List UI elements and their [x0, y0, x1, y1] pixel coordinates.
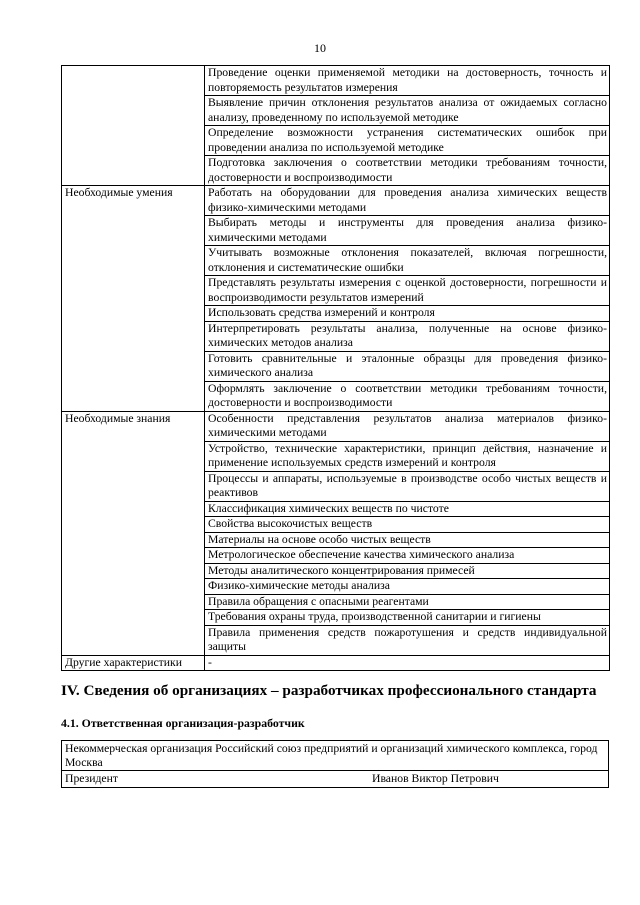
table-cell: Оформлять заключение о соответствии методики требованиям точности, достоверности и воспроизводимости	[205, 381, 610, 411]
table-cell: Выбирать методы и инструменты для проведения анализа физико-химическими методами	[205, 216, 610, 246]
table-cell: Использовать средства измерений и контроля	[205, 306, 610, 322]
table-cell: Устройство, технические характеристики, принцип действия, назначение и применение используемых средств измерений и контроля	[205, 441, 610, 471]
table-cell: Методы аналитического концентрирования примесей	[205, 563, 610, 579]
table-row	[62, 411, 610, 441]
other-label: Другие характеристики	[62, 655, 205, 671]
signatory-cell	[62, 771, 609, 787]
table-row	[62, 66, 610, 96]
table-cell: Физико-химические методы анализа	[205, 579, 610, 595]
table-cell: Метрологическое обеспечение качества химического анализа	[205, 548, 610, 564]
table-cell: Работать на оборудовании для проведения анализа химических веществ физико-химическими методами	[205, 186, 610, 216]
table-cell: Требования охраны труда, производственной санитарии и гигиены	[205, 610, 610, 626]
table-cell: Свойства высокочистых веществ	[205, 517, 610, 533]
table-cell: Материалы на основе особо чистых веществ	[205, 532, 610, 548]
table-cell: Особенности представления результатов анализа материалов физико-химическими методами	[205, 411, 610, 441]
table-cell: Представлять результаты измерения с оценкой достоверности, погрешности и воспроизводимости результатов измерений	[205, 276, 610, 306]
table-cell: Интерпретировать результаты анализа, полученные на основе физико-химических методов анализа	[205, 321, 610, 351]
skills-label: Необходимые умения	[62, 186, 205, 412]
table-cell: Выявление причин отклонения результатов анализа от ожидаемых согласно анализу, проведенному по используемой методике	[205, 96, 610, 126]
table-row	[62, 186, 610, 216]
table-cell: Определение возможности устранения систематических ошибок при проведении анализа по используемой методике	[205, 126, 610, 156]
table-cell: Процессы и аппараты, используемые в производстве особо чистых веществ и реактивов	[205, 471, 610, 501]
competency-table	[61, 65, 610, 671]
organization-name: Некоммерческая организация Российский союз предприятий и организаций химического комплекса, город Москва	[62, 741, 609, 771]
table-cell: Учитывать возможные отклонения показателей, включая погрешности, отклонения и систематические ошибки	[205, 246, 610, 276]
table-row	[62, 655, 610, 671]
person-name: Иванов Виктор Петрович	[372, 772, 499, 786]
knowledge-label: Необходимые знания	[62, 411, 205, 655]
table-cell: Правила применения средств пожаротушения и средств индивидуальной защиты	[205, 625, 610, 655]
page-number: 10	[314, 41, 326, 55]
table-cell: Правила обращения с опасными реагентами	[205, 594, 610, 610]
table-row	[62, 771, 609, 787]
other-value: -	[205, 655, 610, 671]
table-row	[62, 741, 609, 771]
organization-table	[61, 740, 609, 788]
section-title: IV. Сведения об организациях – разработчиках профессионального стандарта	[61, 682, 597, 699]
table-cell: Подготовка заключения о соответствии методики требованиям точности, достоверности и воспроизводимости	[205, 156, 610, 186]
position-label: Президент	[65, 772, 118, 786]
table-cell: Готовить сравнительные и эталонные образцы для проведения физико-химического анализа	[205, 351, 610, 381]
subsection-title: 4.1. Ответственная организация-разработчик	[61, 716, 305, 730]
empty-label-cell	[62, 66, 205, 186]
table-cell: Классификация химических веществ по чистоте	[205, 501, 610, 517]
table-cell: Проведение оценки применяемой методики на достоверность, точность и повторяемость результатов измерения	[205, 66, 610, 96]
